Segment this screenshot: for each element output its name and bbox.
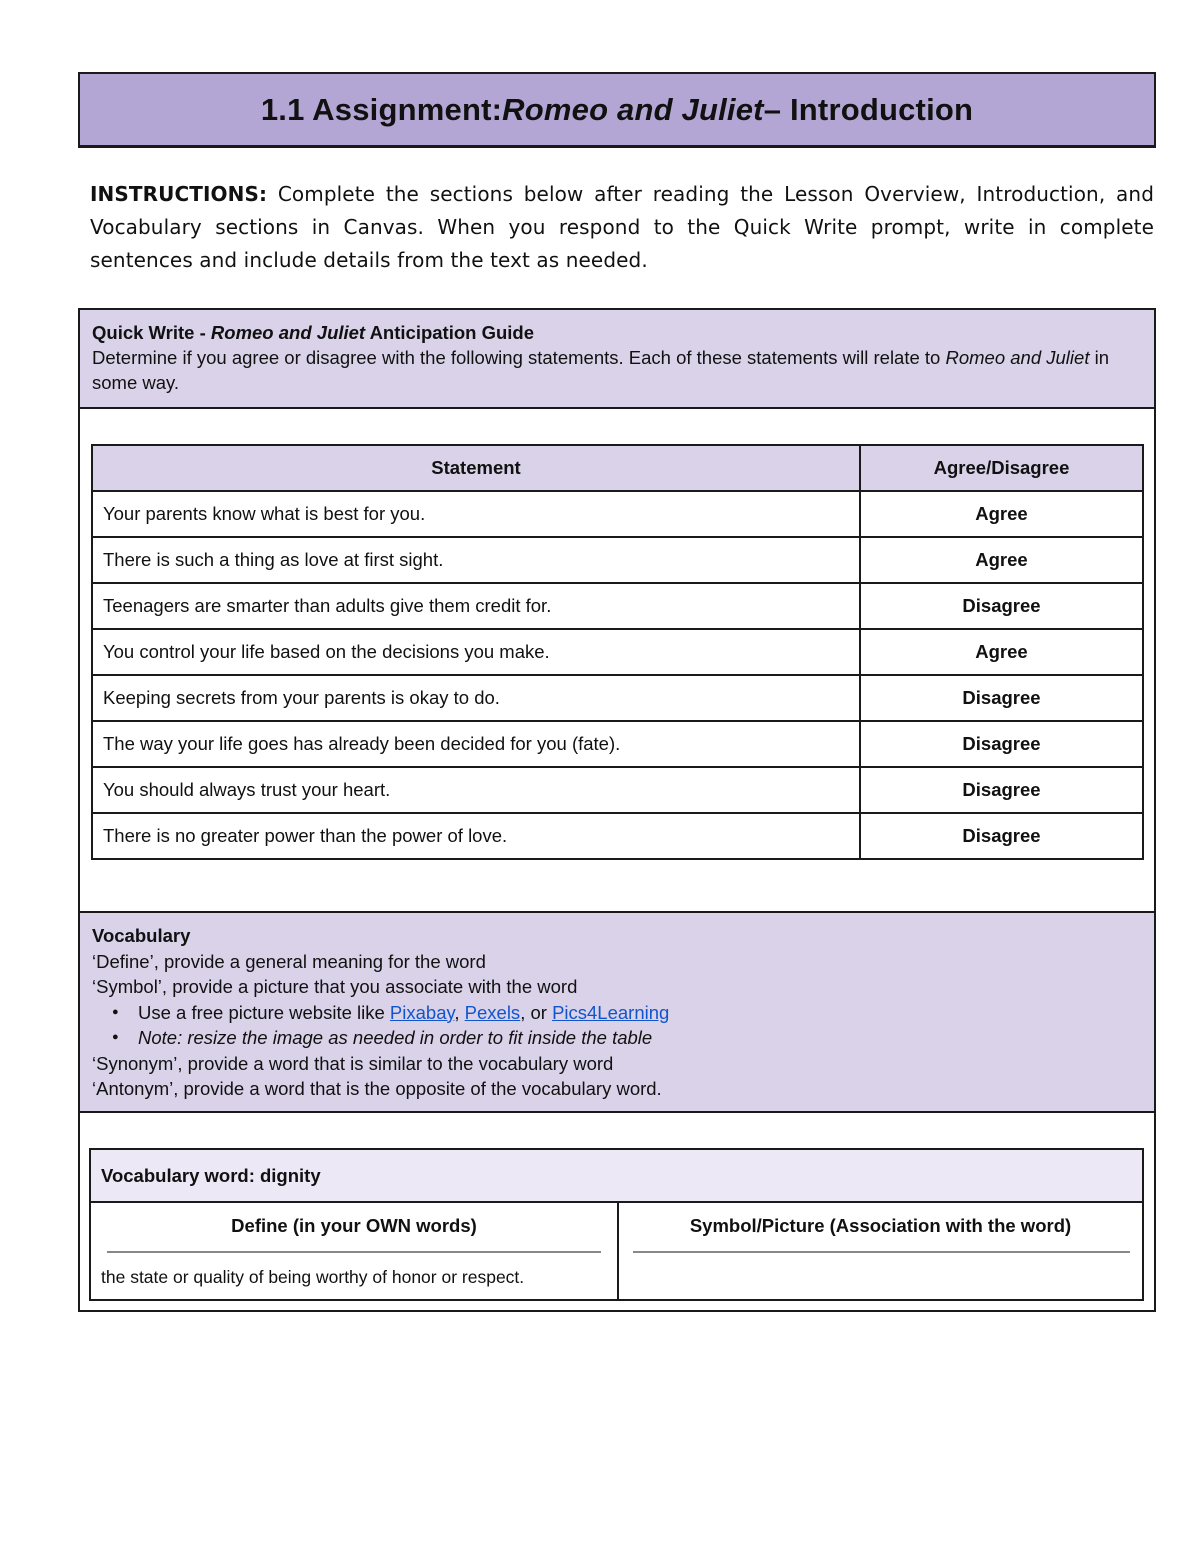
resize-note-bullet: ● Note: resize the image as needed in order to fit inside the table bbox=[138, 1025, 1142, 1051]
quick-write-description: Determine if you agree or disagree with the following statements. Each of these statements will relate to Romeo and Juliet in some way. bbox=[92, 347, 1110, 393]
instructions bbox=[90, 178, 1154, 277]
table-row bbox=[92, 675, 1143, 721]
picture-websites-bullet: ● Use a free picture website like Pixabay, Pexels, or Pics4Learning bbox=[138, 1000, 1142, 1026]
define-divider bbox=[107, 1251, 601, 1253]
answer-cell[interactable]: Agree bbox=[860, 629, 1143, 675]
answer-cell[interactable]: Disagree bbox=[860, 767, 1143, 813]
define-header: Define (in your OWN words) bbox=[231, 1215, 477, 1236]
anticipation-guide-table bbox=[91, 444, 1144, 860]
quick-write-header bbox=[80, 310, 1154, 409]
define-cell[interactable] bbox=[91, 1203, 619, 1299]
symbol-bullets bbox=[92, 1000, 1142, 1051]
vocabulary-word-label: Vocabulary word: dignity bbox=[91, 1150, 1142, 1203]
table-row bbox=[92, 813, 1143, 859]
table-row bbox=[92, 491, 1143, 537]
instructions-text: Complete the sections below after reading the Lesson Overview, Introduction, and Vocabulary sections in Canvas. When you respond to the Quick Write prompt, write in complete sentences and include details from the text as needed. bbox=[90, 182, 1154, 272]
answer-cell[interactable]: Agree bbox=[860, 537, 1143, 583]
statement-cell: You control your life based on the decisions you make. bbox=[92, 629, 860, 675]
antonym-instruction: ‘Antonym’, provide a word that is the opposite of the vocabulary word. bbox=[92, 1078, 662, 1099]
vocabulary-header bbox=[80, 911, 1154, 1113]
assignment-table bbox=[78, 308, 1156, 1312]
symbol-cell[interactable] bbox=[619, 1203, 1142, 1299]
statement-cell: The way your life goes has already been decided for you (fate). bbox=[92, 721, 860, 767]
answer-cell[interactable]: Disagree bbox=[860, 813, 1143, 859]
answer-cell[interactable]: Disagree bbox=[860, 675, 1143, 721]
table-row bbox=[92, 767, 1143, 813]
vocabulary-title: Vocabulary bbox=[92, 925, 191, 946]
answer-cell[interactable]: Disagree bbox=[860, 583, 1143, 629]
table-row bbox=[92, 721, 1143, 767]
answer-cell[interactable]: Disagree bbox=[860, 721, 1143, 767]
answer-column-header: Agree/Disagree bbox=[860, 445, 1143, 491]
statement-cell: There is such a thing as love at first sight. bbox=[92, 537, 860, 583]
pexels-link[interactable]: Pexels bbox=[464, 1001, 521, 1023]
define-answer[interactable]: the state or quality of being worthy of honor or respect. bbox=[101, 1267, 525, 1287]
statement-cell: Keeping secrets from your parents is okay to do. bbox=[92, 675, 860, 721]
table-row bbox=[92, 537, 1143, 583]
define-instruction: ‘Define’, provide a general meaning for the word bbox=[92, 950, 486, 972]
symbol-instruction: ‘Symbol’, provide a picture that you associate with the word bbox=[92, 976, 578, 997]
statement-column-header: Statement bbox=[92, 445, 860, 491]
symbol-header: Symbol/Picture (Association with the word) bbox=[689, 1215, 1072, 1236]
statement-cell: There is no greater power than the power of love. bbox=[92, 813, 860, 859]
symbol-divider bbox=[633, 1251, 1130, 1253]
assignment-title bbox=[78, 72, 1156, 148]
table-row bbox=[92, 629, 1143, 675]
statement-cell: Your parents know what is best for you. bbox=[92, 491, 860, 537]
instructions-label: INSTRUCTIONS: bbox=[90, 182, 268, 206]
table-row bbox=[92, 583, 1143, 629]
title-italic: Romeo and Juliet bbox=[502, 91, 764, 127]
table-header-row bbox=[92, 445, 1143, 491]
statement-cell: Teenagers are smarter than adults give them credit for. bbox=[92, 583, 860, 629]
pics4learning-link[interactable]: Pics4Learning bbox=[552, 1001, 670, 1023]
title-prefix: 1.1 Assignment: bbox=[260, 91, 503, 127]
answer-cell[interactable]: Agree bbox=[860, 491, 1143, 537]
title-suffix: – Introduction bbox=[763, 91, 974, 127]
pixabay-link[interactable]: Pixabay bbox=[389, 1001, 455, 1023]
statement-cell: You should always trust your heart. bbox=[92, 767, 860, 813]
quick-write-title: Quick Write - Romeo and Juliet Anticipation Guide bbox=[92, 322, 535, 343]
synonym-instruction: ‘Synonym’, provide a word that is similar to the vocabulary word bbox=[92, 1052, 614, 1074]
vocabulary-word-table bbox=[89, 1148, 1144, 1301]
